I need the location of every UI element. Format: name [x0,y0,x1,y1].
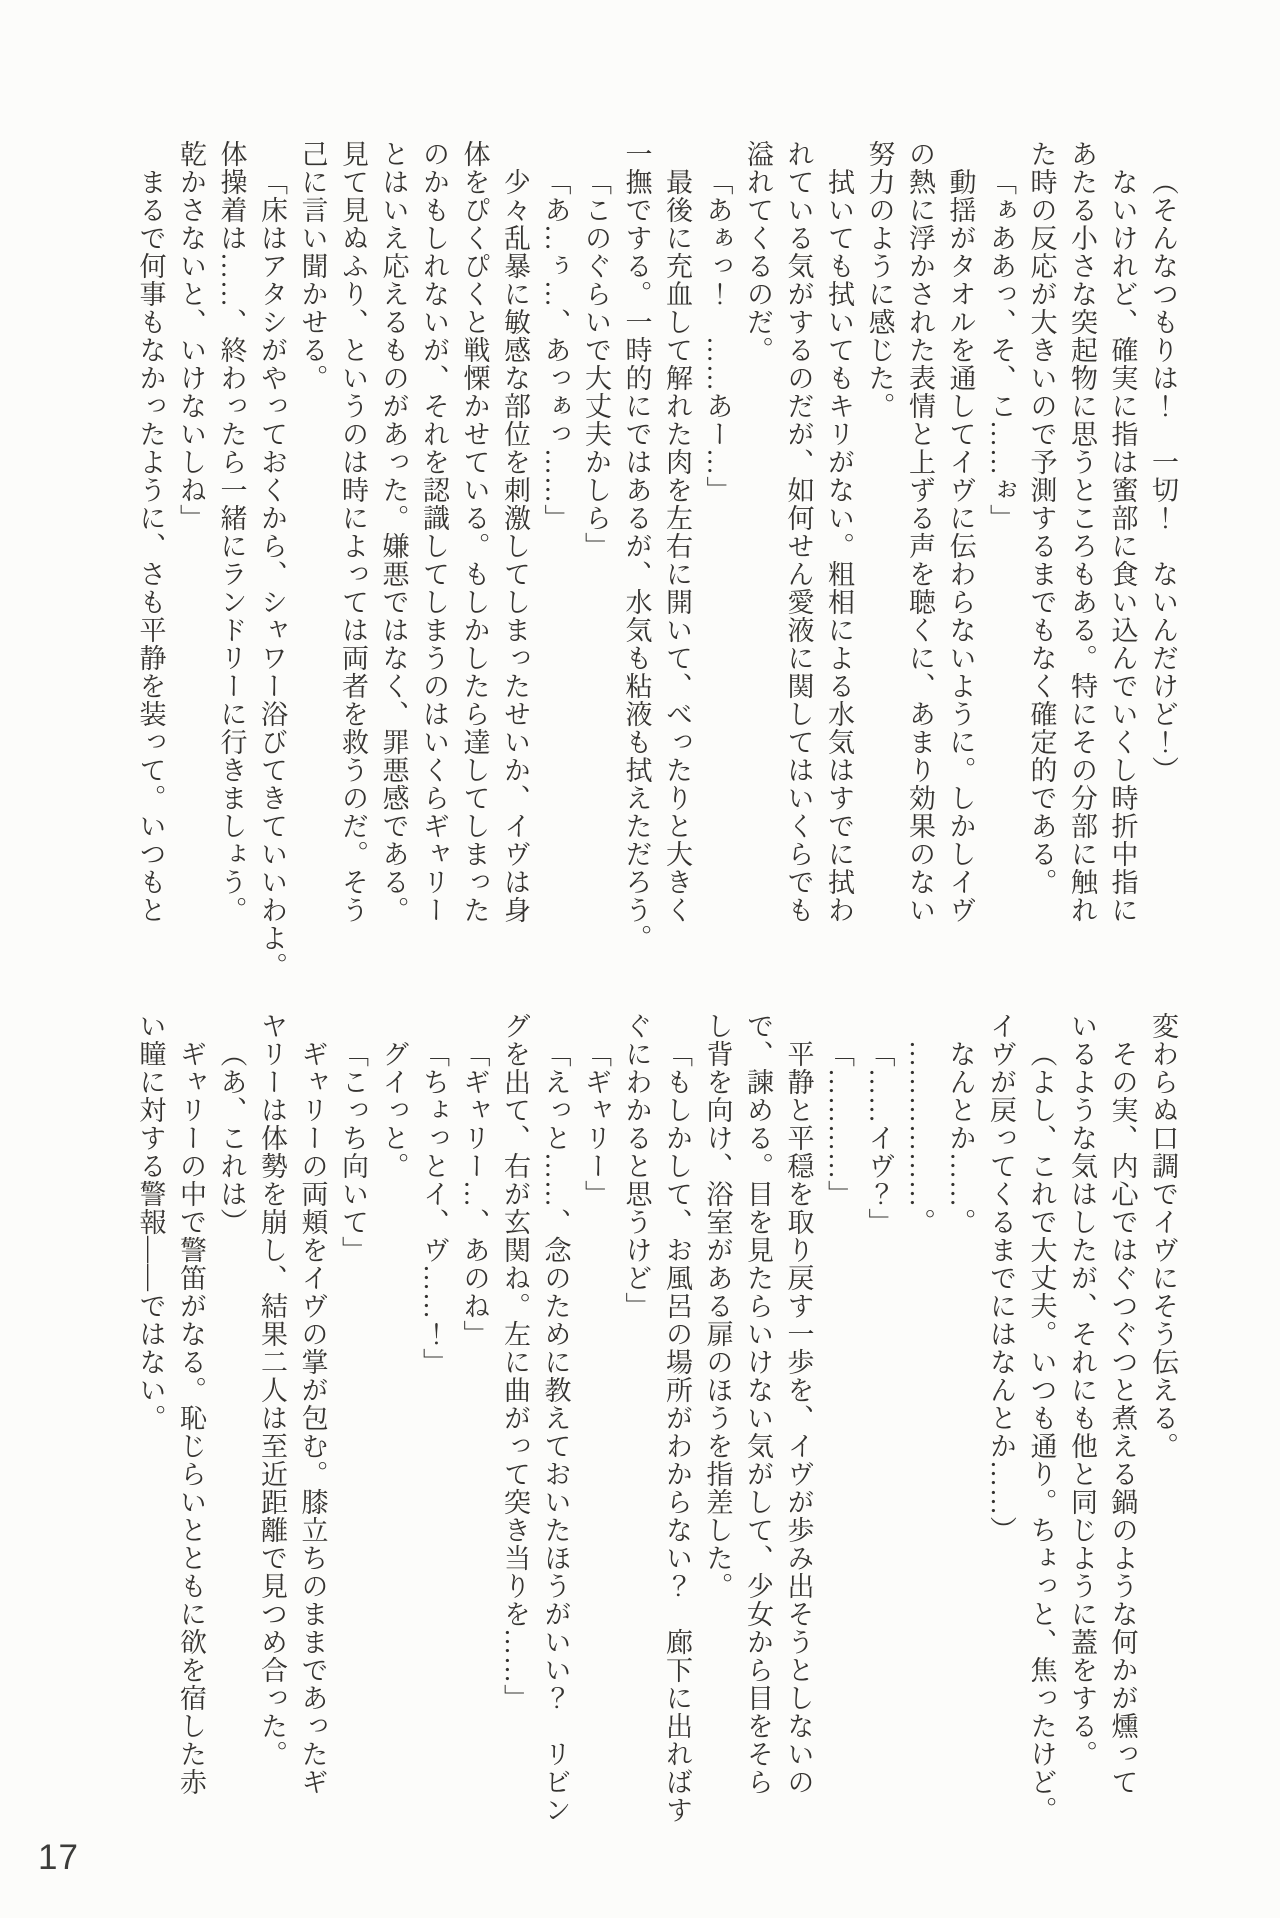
text-line: あたる小さな突起物に思うところもある。特にその分部に触れ [1067,140,1097,924]
text-line: なんとか……。 [945,1040,976,1236]
text-line: た時の反応が大きいので予測するまでもなく確定的である。 [1026,140,1057,896]
text-line: 体をぴくぴくと戦慄かせている。もしかしたら達してしまった [459,140,490,924]
text-line: まるで何事もなかったように、さも平静を装って。いつもと [135,168,166,924]
text-line: い瞳に対する警報――ではない。 [135,1012,166,1432]
text-line: 少々乱暴に敏感な部位を刺激してしまったせいか、イヴは身 [500,168,530,924]
text-line: グを出て、右が玄関ね。左に曲がって突き当りを……」 [500,1012,530,1712]
text-line: 最後に充血して解れた肉を左右に開いて、べったりと大きく [662,168,692,924]
text-block-top [130,140,1183,980]
text-line: 「ギャリー…、あのね」 [459,1040,490,1348]
text-line: ないけれど、確実に指は蜜部に食い込んでいくし時折中指に [1107,168,1138,924]
text-line: 変わらぬ口調でイヴにそう伝える。 [1148,1012,1178,1460]
text-line: いるような気はしたが、それにも他と同じように蓋をする。 [1067,1012,1097,1768]
text-line: 溢れてくるのだ。 [743,140,773,364]
text-line: 「あ…ぅ…、あっぁっ……」 [540,168,571,532]
text-line: 動揺がタオルを通してイヴに伝わらないように。しかしイヴ [945,168,976,924]
page-number: 17 [38,1838,79,1877]
text-line: 見て見ぬふり、というのは時によっては両者を救うのだ。そう [338,140,368,924]
text-line: 一撫でする。一時的にではあるが、水気も粘液も拭えただろう。 [621,140,652,952]
text-line: とはいえ応えるものがあった。嫌悪ではなく、罪悪感である。 [378,140,409,924]
text-line: ヤリーは体勢を崩し、結果二人は至近距離で見つめ合った。 [257,1012,287,1768]
text-line: 「……イヴ？」 [864,1040,895,1236]
text-line: 体操着は……、終わったら一緒にランドリーに行きましょう。 [216,140,247,924]
text-line: で、諫める。目を見たらいけない気がして、少女から目をそら [743,1012,773,1796]
text-line: 努力のように感じた。 [864,140,895,420]
text-line: 「ギャリー」 [581,1040,611,1208]
text-line: 乾かさないと、いけないしね」 [176,140,206,532]
text-line: ギャリーの中で警笛がなる。恥じらいとともに欲を宿した赤 [176,1040,206,1796]
text-line: 「もしかして、お風呂の場所がわからない？ 廊下に出ればす [662,1040,692,1824]
text-line: 「ぁああっ、そ、こ……ぉ」 [986,168,1016,532]
text-line: の熱に浮かされた表情と上ずる声を聴くに、あまり効果のない [905,140,935,924]
text-block-bottom [130,1012,1183,1824]
text-line: 「あぁっ！ ……あー…」 [702,168,733,504]
text-line: 拭いても拭いてもキリがない。粗相による水気はすでに拭わ [824,168,854,924]
text-line: ギャリーの両頬をイヴの掌が包む。膝立ちのままであったギ [297,1040,328,1796]
text-line: ………………。 [905,1040,935,1236]
text-line: 「えっと……、念のために教えておいたほうがいい？ リビン [540,1040,571,1824]
text-line: 「…………」 [824,1040,854,1208]
text-line: 己に言い聞かせる。 [297,140,328,392]
text-line: 平静と平穏を取り戻す一歩を、イヴが歩み出そうとしないの [783,1040,814,1796]
text-line: れている気がするのだが、如何せん愛液に関してはいくらでも [783,140,814,924]
text-line: し背を向け、浴室がある扉のほうを指差した。 [702,1012,733,1600]
text-line: ぐにわかると思うけど」 [621,1012,652,1320]
text-line: のかもしれないが、それを認識してしまうのはいくらギャリー [419,140,449,924]
text-line: （そんなつもりは！ 一切！ ないんだけど！） [1148,168,1178,784]
text-line: （よし、これで大丈夫。いつも通り。ちょっと、焦ったけど。 [1026,1040,1057,1824]
text-line: （あ、これは） [216,1040,247,1236]
text-line: 「床はアタシがやっておくから、シャワー浴びてきていいわよ。 [257,168,287,980]
text-line: その実、内心ではぐつぐつと煮える鍋のような何かが燻って [1107,1040,1138,1796]
text-line: 「このぐらいで大丈夫かしら」 [581,168,611,560]
text-line: 「ちょっとイ、ヴ……！」 [419,1040,449,1376]
text-line: 「こっち向いて」 [338,1040,368,1264]
text-line: グイっと。 [378,1040,409,1180]
text-line: イヴが戻ってくるまでにはなんとか……） [986,1012,1016,1544]
